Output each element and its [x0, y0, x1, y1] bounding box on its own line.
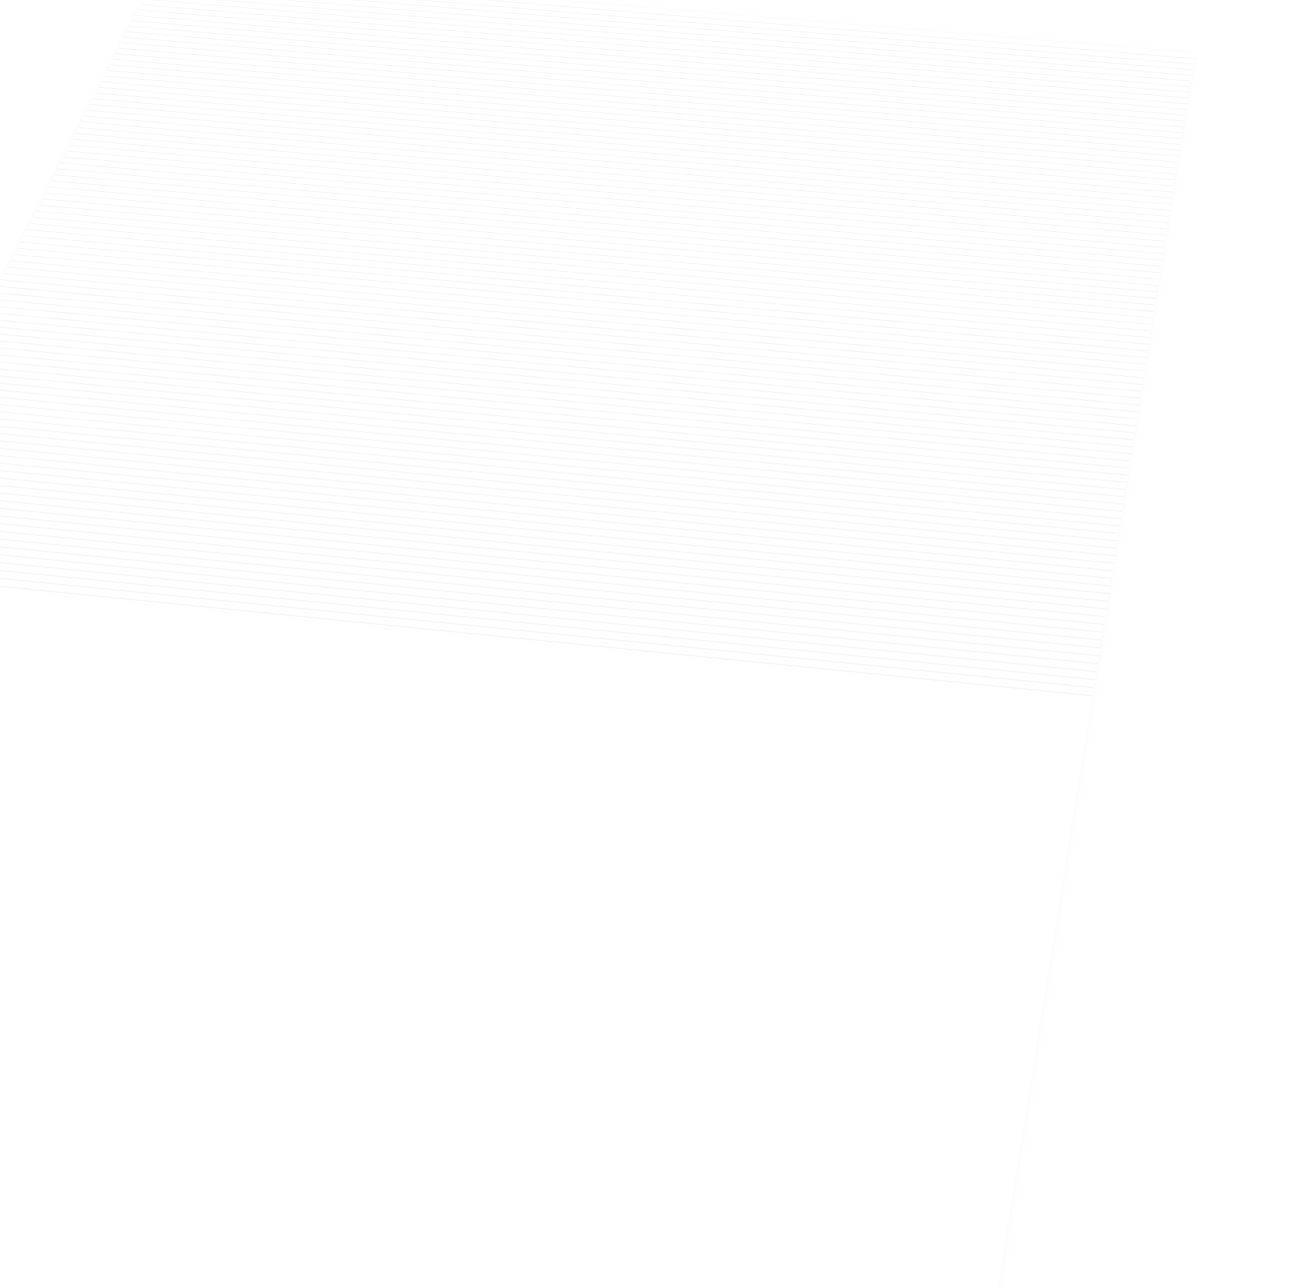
- ledger-body: [0, 0, 1195, 696]
- ledger-table: [0, 0, 1195, 696]
